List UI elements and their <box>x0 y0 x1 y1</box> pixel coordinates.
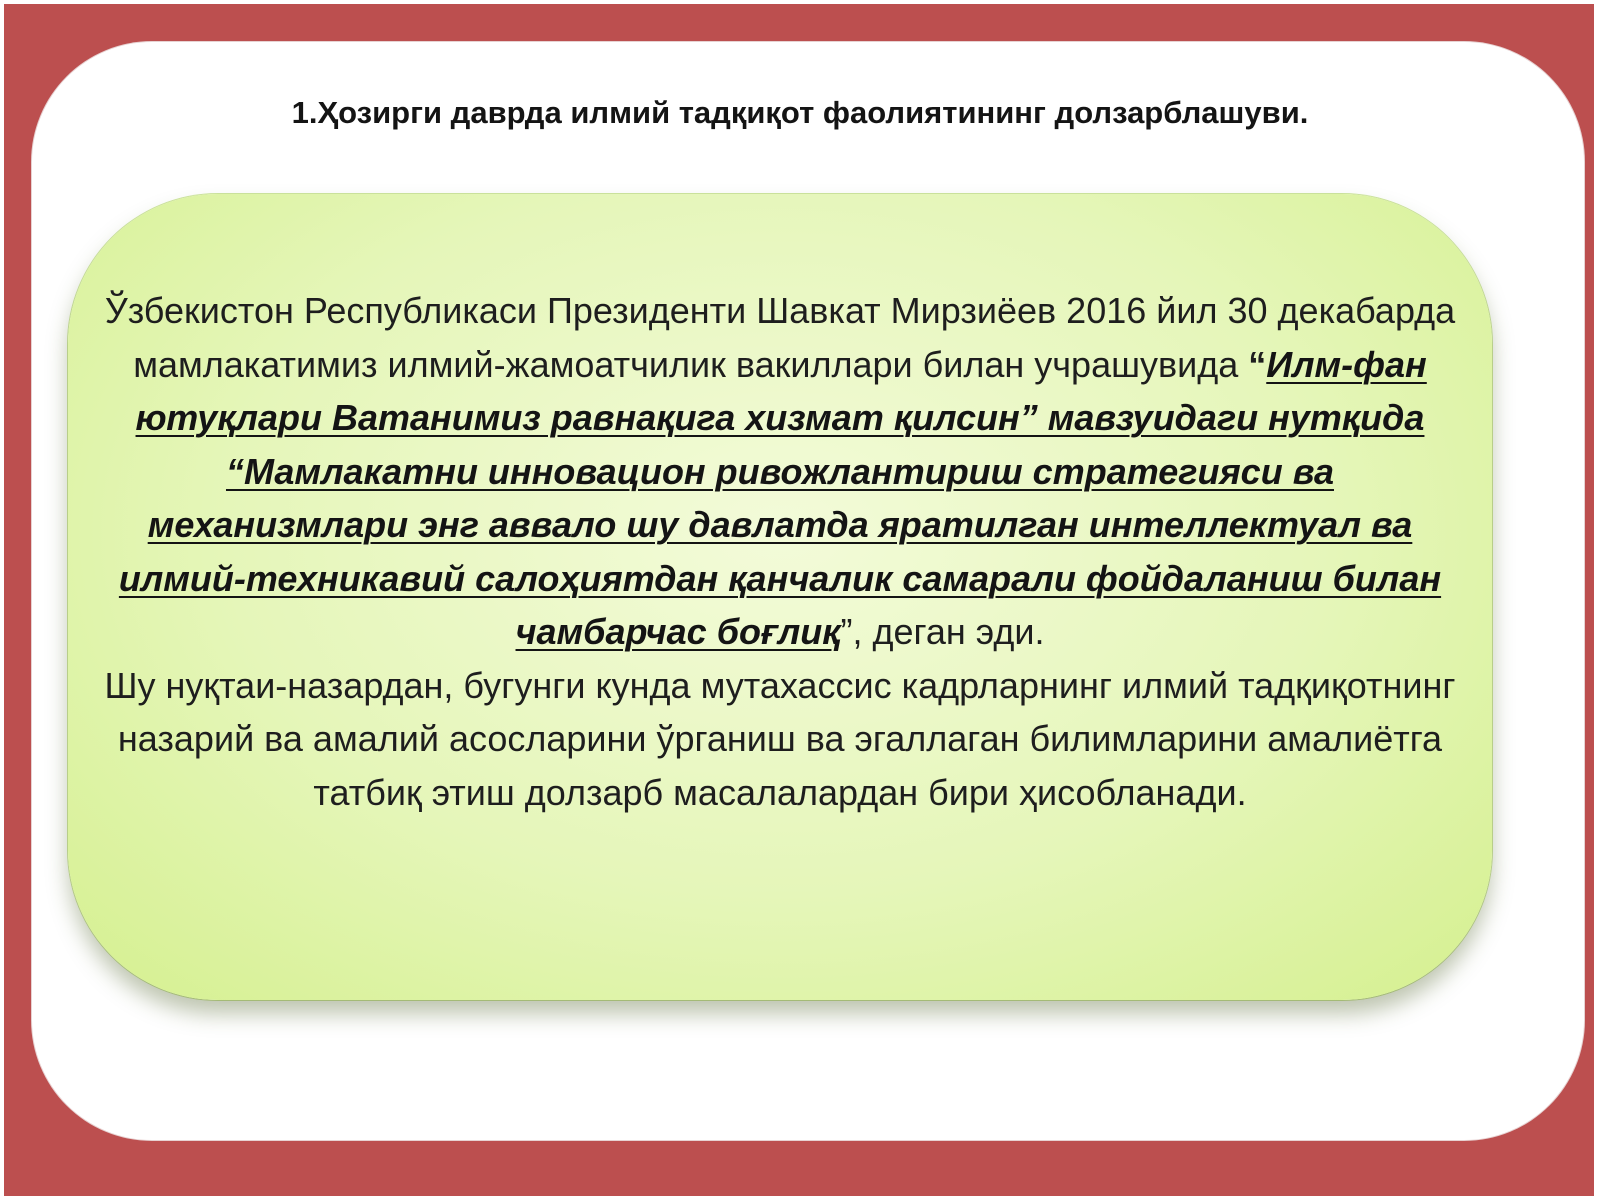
paragraph-2: Шу нуқтаи-назардан, бугунги кунда мутахассис кадрларнинг илмий тадқиқотнинг назарий ва амалий асосларини ўрганиш ва эгаллаган билимларини амалиётга татбиқ этиш долзарб масалалардан бири ҳисобланади. <box>104 664 1456 813</box>
paragraph-1-intro: Ўзбекистон Республикаси Президенти Шавкат Мирзиёев 2016 йил 30 декабарда мамлакатимиз илмий-жамоатчилик вакиллари билан учрашувида <box>104 290 1456 385</box>
paragraph-1-closing: ”, деган эди. <box>840 611 1045 652</box>
quote-emphasis: Илм-фан ютуқлари Ватанимиз равнақига хизмат қилсин” мавзуидаги нутқида “Мамлакатни инновацион ривожлантириш стратегияси ва механизмлари энг аввало шу давлатда яратилган интеллектуал ва илмий-техникавий салоҳиятдан қанчалик самарали фойдаланиш билан чамбарчас боғлиқ <box>118 343 1442 652</box>
slide-title: 1.Ҳозирги даврда илмий тадқиқот фаолиятининг долзарблашуви. <box>291 95 1309 130</box>
content-text <box>100 284 1460 819</box>
open-quote-mark: “ <box>1248 343 1267 385</box>
